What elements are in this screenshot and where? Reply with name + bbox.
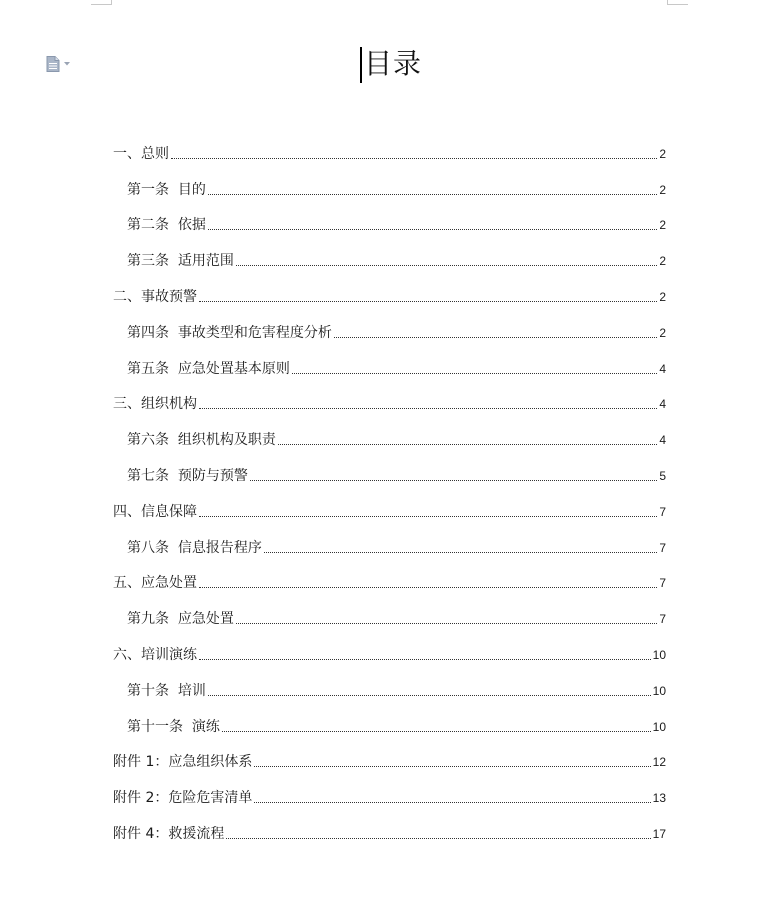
toc-entry-title: 一、总则 bbox=[113, 145, 169, 162]
toc-entry-page-number: 10 bbox=[652, 683, 666, 698]
toc-entry-page-number: 2 bbox=[659, 325, 666, 340]
toc-entry-page-number: 7 bbox=[659, 576, 666, 591]
toc-entry-page-number: 13 bbox=[652, 791, 666, 806]
toc-entry[interactable] bbox=[113, 736, 666, 772]
toc-entry-title: 第十条 培训 bbox=[127, 682, 206, 699]
toc-entry[interactable] bbox=[113, 628, 666, 664]
document-icon bbox=[46, 56, 60, 72]
toc-entry[interactable] bbox=[113, 449, 666, 485]
toc-entry[interactable] bbox=[113, 199, 666, 235]
toc-dot-leader bbox=[292, 372, 657, 374]
toc-entry-title: 第九条 应急处置 bbox=[127, 611, 234, 628]
toc-dot-leader bbox=[264, 551, 657, 553]
toc-entry-title: 第十一条 演练 bbox=[127, 718, 220, 735]
toc-entry-page-number: 2 bbox=[659, 289, 666, 304]
toc-entry-title: 附件 1：应急组织体系 bbox=[113, 754, 253, 771]
toc-entry[interactable] bbox=[113, 592, 666, 628]
toc-entry-page-number: 4 bbox=[659, 397, 666, 412]
toc-dot-leader bbox=[208, 694, 651, 696]
toc-dot-leader bbox=[199, 515, 657, 517]
toc-entry-title: 二、事故预警 bbox=[113, 288, 197, 305]
toc-entry-page-number: 10 bbox=[652, 719, 666, 734]
page-title[interactable]: 目录 bbox=[364, 47, 423, 80]
toc-entry-page-number: 7 bbox=[659, 540, 666, 555]
toc-entry-title: 第八条 信息报告程序 bbox=[127, 539, 262, 556]
toc-entry[interactable] bbox=[113, 771, 666, 807]
page-corner-marker-left bbox=[91, 0, 112, 5]
toc-entry[interactable] bbox=[113, 127, 666, 163]
toc-entry-page-number: 12 bbox=[652, 755, 666, 770]
toc-entry-page-number: 2 bbox=[659, 218, 666, 233]
toc-entry[interactable] bbox=[113, 664, 666, 700]
toc-entry-page-number: 2 bbox=[659, 146, 666, 161]
toc-entry[interactable] bbox=[113, 342, 666, 378]
toc-entry-title: 六、培训演练 bbox=[113, 646, 197, 663]
toc-entry[interactable] bbox=[113, 521, 666, 557]
page-corner-marker-right bbox=[667, 0, 688, 5]
toc-entry-title: 五、应急处置 bbox=[113, 575, 197, 592]
toc-entry-title: 第五条 应急处置基本原则 bbox=[127, 360, 290, 377]
toc-entry-title: 第七条 预防与预警 bbox=[127, 467, 248, 484]
toc-dot-leader bbox=[171, 157, 657, 159]
chevron-down-icon bbox=[64, 62, 70, 66]
toc-dot-leader bbox=[254, 801, 650, 803]
toc-entry-title: 第二条 依据 bbox=[127, 217, 206, 234]
toc-entry-page-number: 17 bbox=[652, 826, 666, 841]
toc-dot-leader bbox=[254, 765, 650, 767]
toc-entry-title: 第三条 适用范围 bbox=[127, 253, 234, 270]
toc-dot-leader bbox=[222, 730, 651, 732]
toc-entry[interactable] bbox=[113, 306, 666, 342]
toc-entry-title: 第六条 组织机构及职责 bbox=[127, 432, 276, 449]
toc-dot-leader bbox=[199, 586, 657, 588]
toc-entry[interactable] bbox=[113, 378, 666, 414]
toc-dot-leader bbox=[208, 228, 657, 230]
toc-entry-page-number: 2 bbox=[659, 254, 666, 269]
toc-dot-leader bbox=[236, 264, 657, 266]
text-cursor bbox=[360, 47, 362, 83]
toc-entry[interactable] bbox=[113, 163, 666, 199]
toc-entry-page-number: 7 bbox=[659, 504, 666, 519]
toc-entry-title: 四、信息保障 bbox=[113, 503, 197, 520]
toc-entry-title: 附件 2：危险危害清单 bbox=[113, 790, 253, 807]
toc-entry-title: 三、组织机构 bbox=[113, 396, 197, 413]
toc-entry-page-number: 5 bbox=[659, 468, 666, 483]
toc-entry-page-number: 2 bbox=[659, 182, 666, 197]
toc-entry[interactable] bbox=[113, 413, 666, 449]
toc-dot-leader bbox=[199, 658, 651, 660]
toc-dot-leader bbox=[236, 622, 657, 624]
table-of-contents bbox=[113, 127, 666, 843]
toc-entry-page-number: 7 bbox=[659, 612, 666, 627]
toc-entry-title: 第四条 事故类型和危害程度分析 bbox=[127, 324, 332, 341]
toc-entry-title: 第一条 目的 bbox=[127, 181, 206, 198]
toc-dot-leader bbox=[278, 443, 657, 445]
toc-entry-page-number: 4 bbox=[659, 361, 666, 376]
toc-entry[interactable] bbox=[113, 485, 666, 521]
toc-entry[interactable] bbox=[113, 270, 666, 306]
toc-entry[interactable] bbox=[113, 700, 666, 736]
toc-entry[interactable] bbox=[113, 557, 666, 593]
toc-entry[interactable] bbox=[113, 807, 666, 843]
toc-dot-leader bbox=[199, 407, 657, 409]
toc-dot-leader bbox=[199, 300, 657, 302]
toc-dot-leader bbox=[334, 336, 657, 338]
toc-dot-leader bbox=[250, 479, 657, 481]
toc-entry-title: 附件 4：救援流程 bbox=[113, 825, 225, 842]
toc-entry-page-number: 10 bbox=[652, 647, 666, 662]
document-menu-button[interactable] bbox=[46, 56, 76, 72]
toc-entry-page-number: 4 bbox=[659, 433, 666, 448]
toc-dot-leader bbox=[226, 837, 650, 839]
toc-entry[interactable] bbox=[113, 234, 666, 270]
toc-dot-leader bbox=[208, 193, 657, 195]
